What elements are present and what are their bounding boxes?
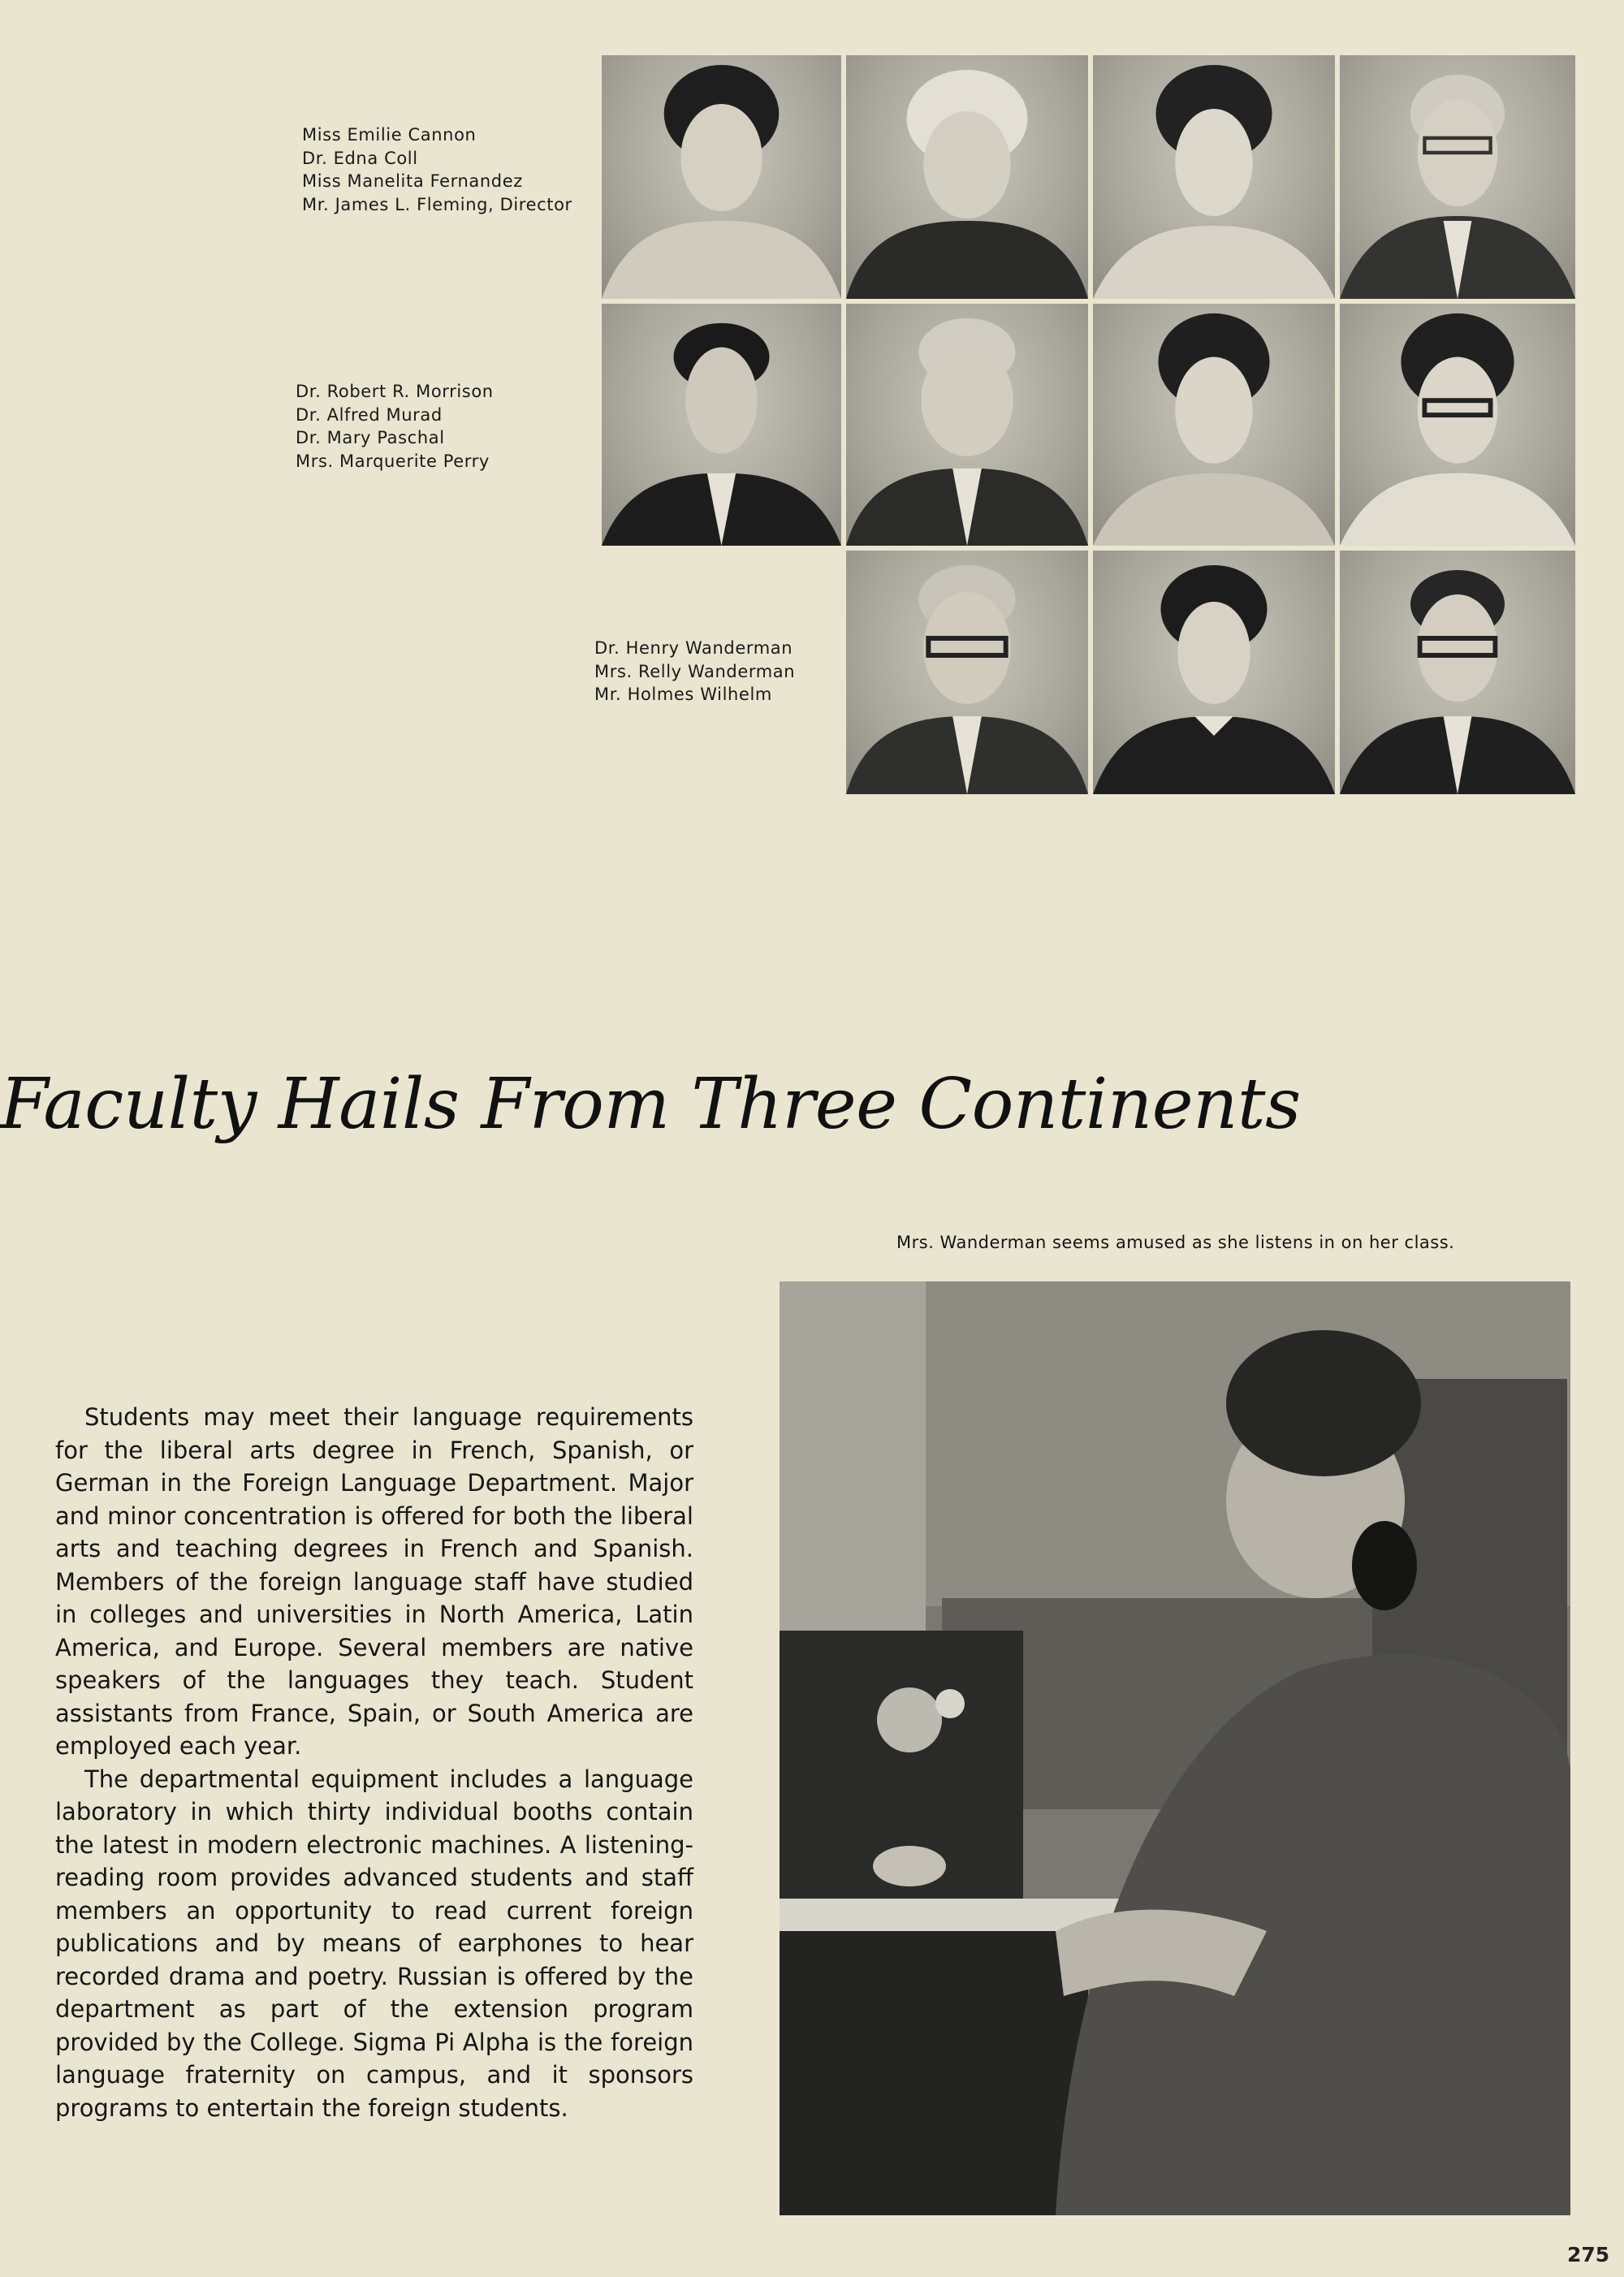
caption-name: Dr. Robert R. Morrison: [296, 382, 494, 401]
caption-name: Mr. Holmes Wilhelm: [594, 685, 772, 704]
caption-name: Dr. Mary Paschal: [296, 428, 445, 447]
caption-group-row1: [302, 123, 572, 216]
portrait-photo: [846, 551, 1088, 794]
portrait-photo: [1093, 551, 1335, 794]
article-body: [55, 1401, 693, 2124]
portrait-photo: [1093, 55, 1335, 299]
caption-group-row3: [594, 637, 795, 706]
page-headline: Faculty Hails From Three Continents: [0, 1064, 1301, 1145]
photo-caption: Mrs. Wanderman seems amused as she listens in on her class.: [896, 1233, 1455, 1252]
caption-name: Mrs. Marquerite Perry: [296, 451, 490, 471]
caption-name: Mrs. Relly Wanderman: [594, 661, 796, 681]
caption-name: Dr. Henry Wanderman: [594, 638, 793, 658]
portrait-photo: [846, 304, 1088, 546]
caption-name: Dr. Alfred Murad: [296, 404, 443, 425]
caption-name: Mr. James L. Fleming, Director: [302, 194, 572, 214]
page-number: 275: [1567, 2243, 1610, 2266]
portrait-photo: [1093, 304, 1335, 546]
body-paragraph: The departmental equipment includes a language laboratory in which thirty individual booths contain the latest in modern electronic machines. A listening-reading room provides advanced students and staff members an opportunity to read current foreign publications and by means of earphones to hear recorded drama and poetry. Russian is offered by the department as part of the extension program provided by the College. Sigma Pi Alpha is the foreign language fraternity on campus, and it sponsors programs to entertain the foreign students.: [55, 1765, 693, 2122]
portrait-photo: [1340, 551, 1575, 794]
portrait-photo: [1340, 304, 1575, 546]
portrait-photo: [602, 55, 841, 299]
caption-name: Dr. Edna Coll: [302, 148, 418, 168]
portrait-photo: [1340, 55, 1575, 299]
portrait-photo: [602, 304, 841, 546]
portrait-photo: [846, 55, 1088, 299]
language-lab-photo: [780, 1281, 1570, 2215]
caption-group-row2: [296, 380, 494, 473]
caption-name: Miss Emilie Cannon: [302, 125, 477, 145]
caption-name: Miss Manelita Fernandez: [302, 171, 523, 191]
body-paragraph: Students may meet their language requirements for the liberal arts degree in French, Spanish, or German in the Foreign Language Department. Major and minor concentration is offered for both the liberal arts and teaching degrees in French and Spanish. Members of the foreign language staff have studied in colleges and universities in North America, Latin America, and Europe. Several members are native speakers of the languages they teach. Student assistants from France, Spain, or South America are employed each year.: [55, 1403, 693, 1760]
